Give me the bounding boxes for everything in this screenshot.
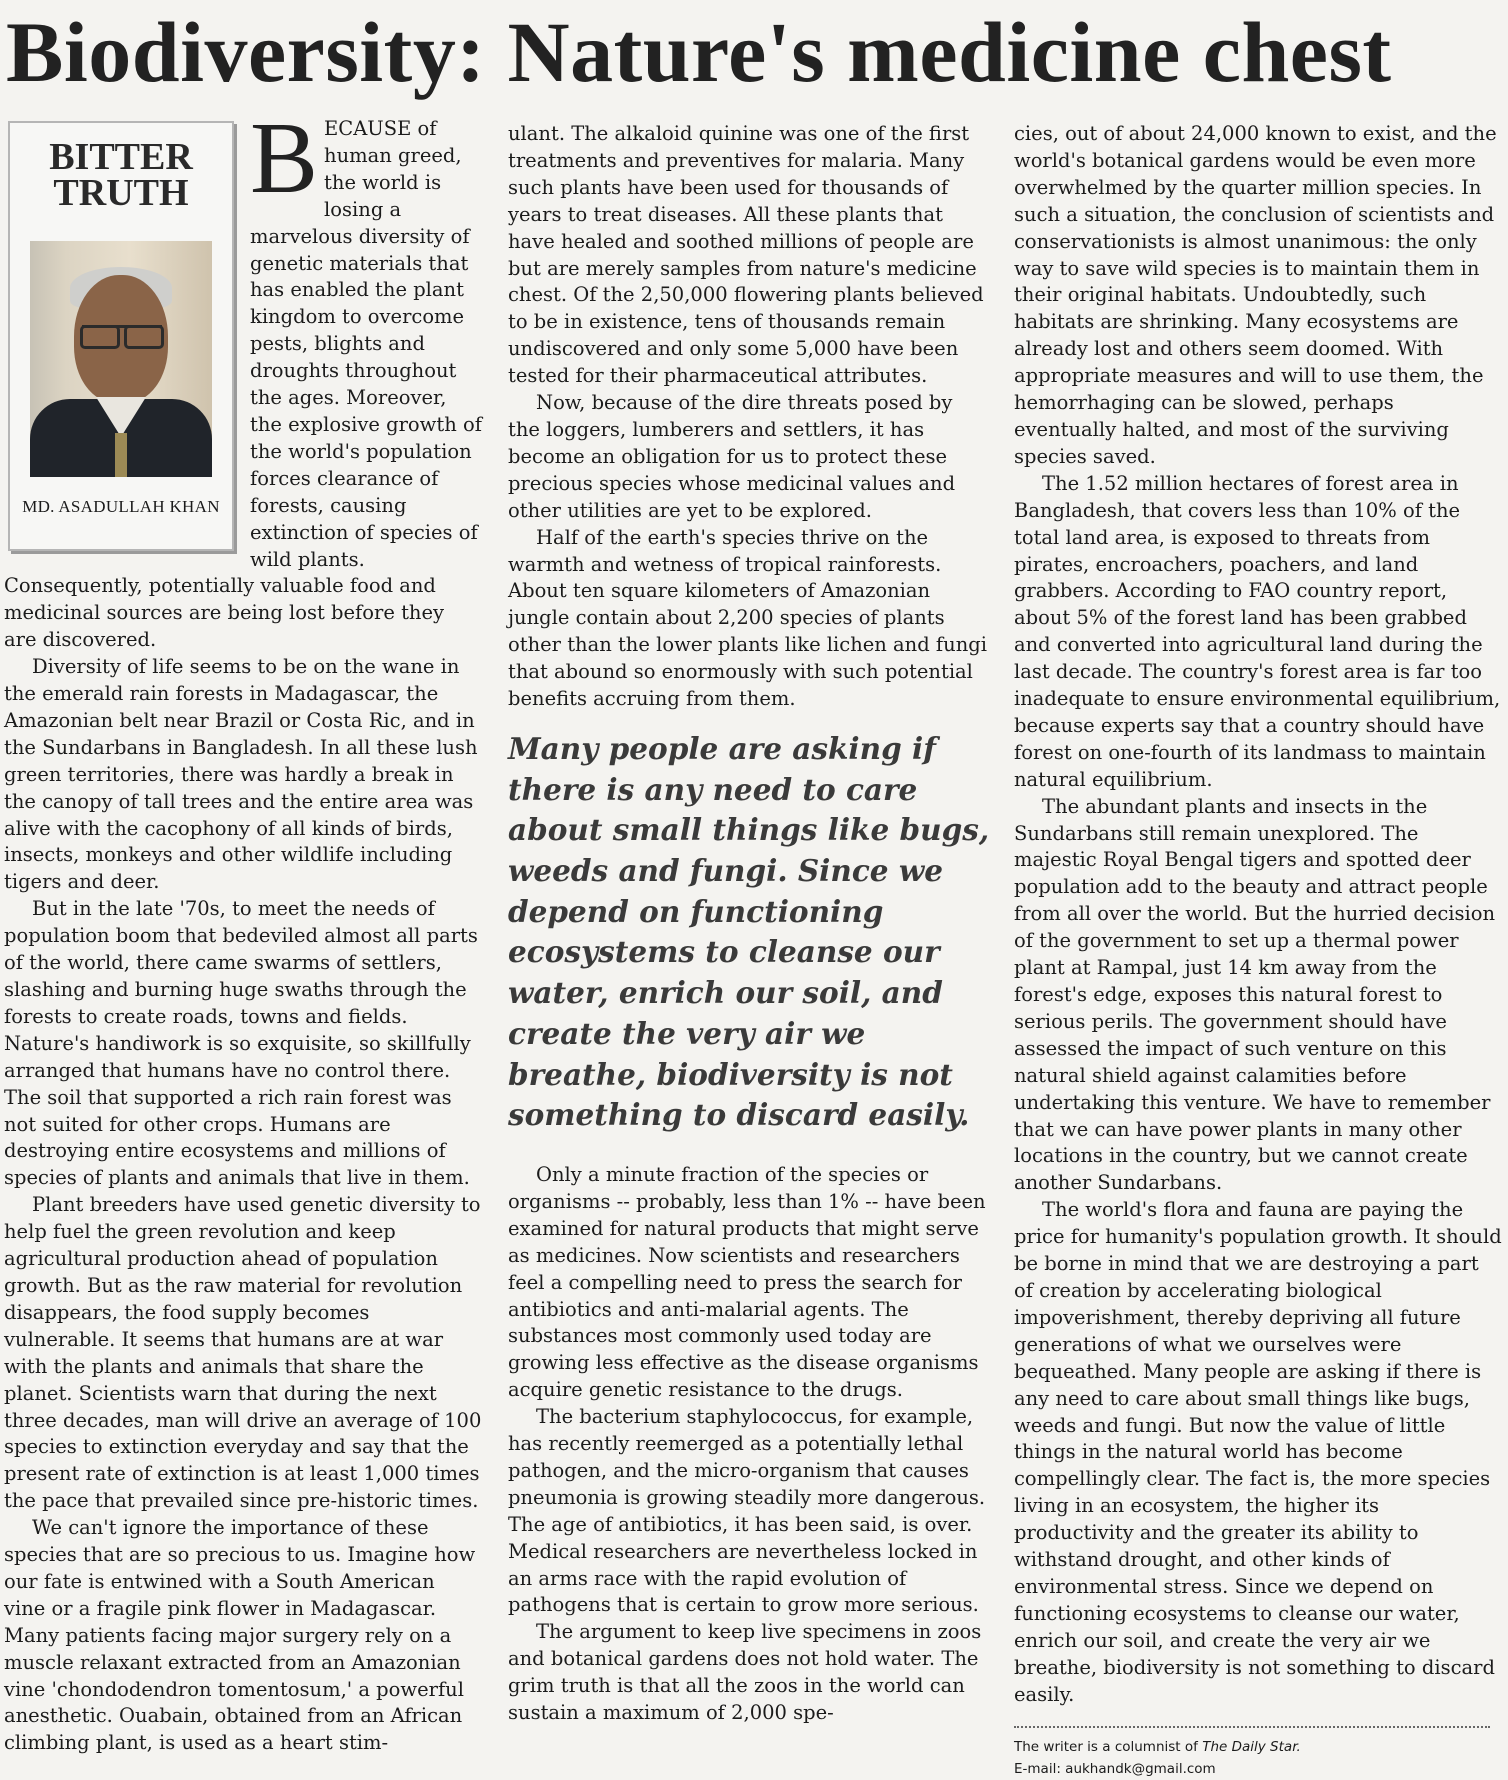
pull-quote: Many people are asking if there is any need to care about small things like bugs, weeds and fungi. Since we depend on functioning ecosystems to cleanse our water, enrich our soil, and create the very air we breathe, biodiversity is not something to discard easily. bbox=[508, 730, 990, 1133]
writer-note: The writer is a columnist of The Daily Star. E-mail: aukhandk@gmail.com bbox=[1014, 1736, 1502, 1780]
paragraph: Half of the earth's species thrive on the warmth and wetness of tropical rainforests. About ten square kilometers of Amazonian jungle contain about 2,200 species of plants other than the lower plants like lichen and fungi that abound so enormously with such potential benefits accruing from them. bbox=[508, 525, 987, 711]
paragraph: The bacterium staphylococcus, for example, has recently reemerged as a potentially lethal pathogen, and the micro-organism that causes pneumonia is growing steadily more dangerous. The age of antibiotics, it has been said, is over. Medical researchers are nevertheless locked in an arms race with the rapid evolution of pathogens that is certain to grow more serious. bbox=[508, 1405, 986, 1617]
column-3 bbox=[1014, 121, 1502, 1780]
footer-divider bbox=[1014, 1726, 1490, 1728]
paragraph: But in the late '70s, to meet the needs of population boom that bedeviled almost all parts of the world, there came swarms of settlers, slashing and burning huge swaths through the forests to create roads, towns and fields. Nature's handiwork is so exquisite, so skillfully arranged that humans have no control there. The soil that supported a rich rain forest was not suited for other crops. Humans are destroying entire ecosystems and millions of species of plants and animals that live in them. bbox=[4, 897, 478, 1190]
paragraph: Now, because of the dire threats posed by the loggers, lumberers and settlers, it has become an obligation for us to protect these precious species whose medicinal values and other utilities are yet to be explored. bbox=[508, 391, 956, 522]
paragraph: Diversity of life seems to be on the wane in the emerald rain forests in Madagascar, the Amazonian belt near Brazil or Costa Ric, and in the Sundarbans in Bangladesh. In all these lush green territories, there was hardly a break in the canopy of tall trees and the entire area was alive with the cacophony of all kinds of birds, insects, monkeys and other wildlife including tigers and deer. bbox=[4, 655, 478, 894]
paragraph: We can't ignore the importance of these species that are so precious to us. Imagine how our fate is entwined with a South American vine or a fragile pink flower in Madagascar. Many patients facing major surgery rely on a muscle relaxant extracted from an Amazonian vine 'chondodendron tomentosum,' a powerful anesthetic. Ouabain, obtained from an African climbing plant, is used as a heart stim- bbox=[4, 1516, 476, 1755]
author-name: MD. ASADULLAH KHAN bbox=[22, 497, 220, 517]
email-line: E-mail: aukhandk@gmail.com bbox=[1014, 1761, 1216, 1778]
paragraph: Only a minute fraction of the species or organisms -- probably, less than 1% -- have been examined for natural products that might serve as medicines. Now scientists and researchers feel a compelling need to press the search for antibiotics and anti-malarial agents. The substances most commonly used today are growing less effective as the disease organisms acquire genetic resistance to the drugs. bbox=[508, 1162, 986, 1402]
column-1 bbox=[4, 102, 482, 1757]
drop-cap: B bbox=[250, 102, 319, 215]
paragraph: ulant. The alkaloid quinine was one of the first treatments and preventives for malaria. Many such plants have been used for thousands of years to treat diseases. All these plants that have healed and soothed millions of people are but are merely samples from nature's medicine chest. Of the 2,50,000 flowering plants believed to be in existence, tens of thousands remain undiscovered and only some 5,000 have been tested for their pharmaceutical attributes. bbox=[508, 122, 984, 388]
paragraph: Plant breeders have used genetic diversity to help fuel the green revolution and keep agricultural production ahead of population growth. But as the raw material for revolution disappears, the food supply becomes vulnerable. It seems that humans are at war with the plants and animals that share the planet. Scientists warn that during the next three decades, man will drive an average of 100 species to extinction everyday and say that the present rate of extinction is at least 1,000 times the pace that prevailed since pre-historic times. bbox=[4, 1193, 482, 1513]
paragraph: BECAUSE of human greed, the world is losing a marvelous diversity of genetic materials that has enabled the plant kingdom to overcome pests, blights and droughts throughout the ages. Moreover, the explosive growth of the world's population forces clearance of forests, causing extinction of species of wild plants. Consequently, potentially valuable food and medicinal sources are being lost before they are discovered. bbox=[4, 102, 482, 652]
paragraph: The abundant plants and insects in the Sundarbans still remain unexplored. The majestic Royal Bengal tigers and spotted deer population add to the beauty and attract people from all over the world. But the hurried decision of the government to set up a thermal power plant at Rampal, just 14 km away from the forest's edge, exposes this natural forest to serious perils. The government should have assessed the impact of such venture on this natural shield against calamities before undertaking this venture. We have to remember that we can have power plants in many other locations in the country, but we cannot create another Sundarbans. bbox=[1014, 794, 1496, 1195]
headline: Biodiversity: Nature's medicine chest bbox=[6, 4, 1392, 100]
publication-name: The Daily Star. bbox=[1202, 1739, 1301, 1756]
column-2 bbox=[508, 121, 990, 1727]
bitter-truth-box bbox=[8, 121, 234, 551]
column-title: BITTER TRUTH bbox=[49, 136, 193, 214]
paragraph: The argument to keep live specimens in zoos and botanical gardens does not hold water. The grim truth is that all the zoos in the world can sustain a maximum of 2,000 spe- bbox=[508, 1620, 982, 1725]
paragraph: The world's flora and fauna are paying the price for humanity's population growth. It should be borne in mind that we are destroying a part of creation by accelerating biological impoverishment, thereby depriving all future generations of what we ourselves were bequeathed. Many people are asking if there is any need to care about small things like bugs, weeds and fungi. But now the value of little things in the natural world has become compellingly clear. The fact is, the more species living in an ecosystem, the higher its productivity and the greater its ability to withstand drought, and other kinds of environmental stress. Since we depend on functioning ecosystems to cleanse our water, enrich our soil, and create the very air we breathe, biodiversity is not something to discard easily. bbox=[1014, 1198, 1502, 1706]
author-portrait bbox=[30, 241, 212, 477]
paragraph: cies, out of about 24,000 known to exist, and the world's botanical gardens would be even more overwhelmed by the quarter million species. In such a situation, the conclusion of scientists and conservationists is almost unanimous: the only way to save wild species is to maintain them in their original habitats. Undoubtedly, such habitats are shrinking. Many ecosystems are already lost and others seem doomed. With appropriate measures and will to use them, the hemorrhaging can be slowed, perhaps eventually halted, and most of the surviving species saved. bbox=[1014, 122, 1497, 468]
paragraph: The 1.52 million hectares of forest area in Bangladesh, that covers less than 10% of the total land area, is exposed to threats from pirates, encroachers, poachers, and land grabbers. According to FAO country report, about 5% of the forest land has been grabbed and converted into agricultural land during the last decade. The country's forest area is far too inadequate to ensure environmental equilibrium, because experts say that a country should have forest on one-fourth of its landmass to maintain natural equilibrium. bbox=[1014, 471, 1501, 791]
